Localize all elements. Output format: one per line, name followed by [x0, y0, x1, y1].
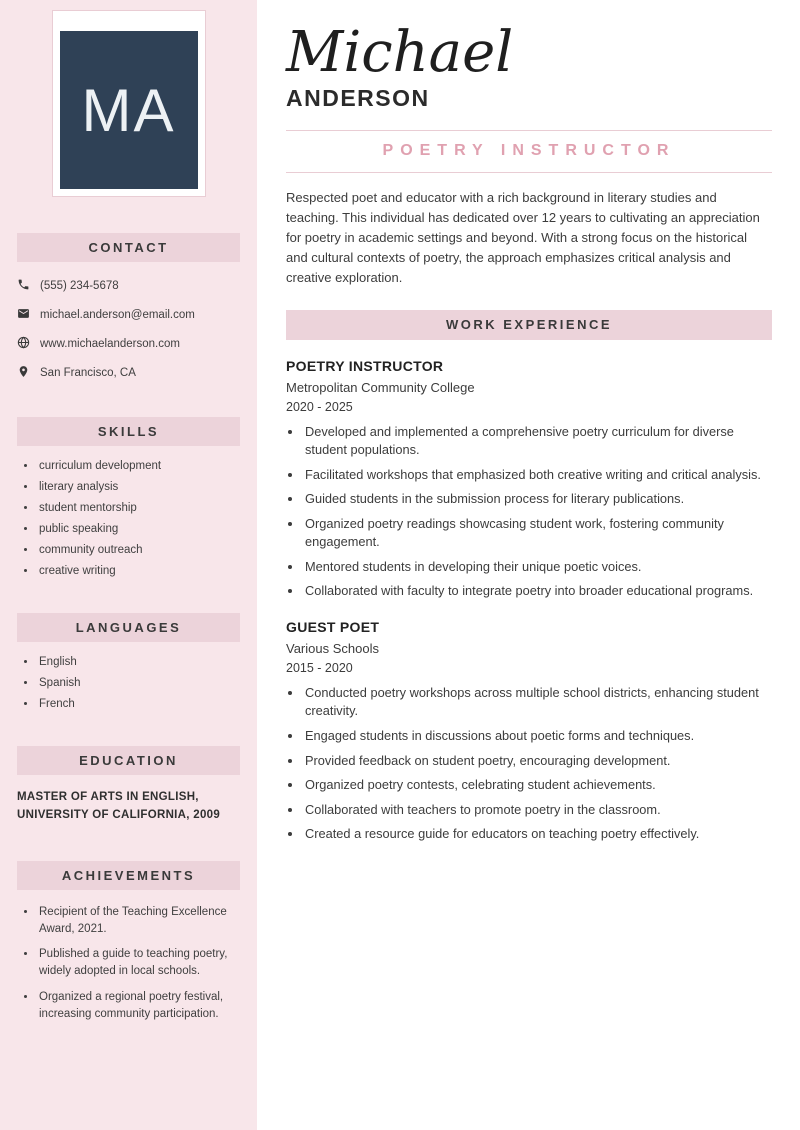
achievement-item: • Published a guide to teaching poetry, widely adopted in local schools.: [37, 946, 240, 981]
contact-website-text: www.michaelanderson.com: [40, 338, 180, 350]
location-icon: [17, 365, 30, 381]
email-icon: [17, 307, 30, 323]
job-bullet: • Engaged students in discussions about poetic forms and techniques.: [303, 727, 772, 746]
languages-list: [37, 656, 240, 710]
divider: [286, 172, 772, 173]
skills-list: [37, 460, 240, 577]
last-name: ANDERSON: [286, 84, 430, 111]
job-bullet: • Facilitated workshops that emphasized both creative writing and critical analysis.: [303, 466, 772, 485]
contact-item-phone: [17, 278, 240, 294]
job-bullet-list: [303, 423, 772, 601]
job-bullet: • Collaborated with faculty to integrate poetry into broader educational programs.: [303, 582, 772, 601]
avatar: [52, 10, 206, 197]
contact-section-header: CONTACT: [17, 233, 240, 262]
achievements-list: [37, 904, 240, 1024]
education-section-header: EDUCATION: [17, 746, 240, 775]
sidebar: [0, 0, 257, 1130]
job-bullet: • Organized poetry readings showcasing student work, fostering community engagement.: [303, 515, 772, 552]
job-bullet: • Organized poetry contests, celebrating student achievements.: [303, 776, 772, 795]
contact-location-text: San Francisco, CA: [40, 367, 136, 379]
job-entry: [286, 358, 772, 601]
job-bullet: • Guided students in the submission process for literary publications.: [303, 490, 772, 509]
avatar-monogram-box: [60, 31, 198, 189]
language-item: • French: [37, 698, 240, 710]
skill-item: • student mentorship: [37, 502, 240, 514]
skill-item: • public speaking: [37, 523, 240, 535]
job-organization: Metropolitan Community College: [286, 379, 475, 395]
job-title: POETRY INSTRUCTOR: [286, 357, 444, 374]
job-bullet-list: [303, 684, 772, 844]
achievement-item: • Recipient of the Teaching Excellence Award, 2021.: [37, 904, 240, 939]
page-title: POETRY INSTRUCTOR: [382, 141, 676, 159]
skill-item: • curriculum development: [37, 460, 240, 472]
job-bullet: • Developed and implemented a comprehensive poetry curriculum for diverse student populations.: [303, 423, 772, 460]
globe-icon: [17, 336, 30, 352]
contact-phone-text: (555) 234-5678: [40, 280, 119, 292]
job-bullet: • Mentored students in developing their unique poetic voices.: [303, 558, 772, 577]
job-entry: [286, 619, 772, 844]
profile-summary: Respected poet and educator with a rich background in literary studies and teaching. This individual has dedicated over 12 years to cultivating an appreciation for poetry in academic settings and beyond. With a strong focus on the historical and cultural contexts of poetry, the approach emphasizes critical analysis and creative exploration.: [286, 189, 760, 286]
work-experience-section-header: WORK EXPERIENCE: [286, 310, 772, 340]
languages-section-header: LANGUAGES: [17, 613, 240, 642]
phone-icon: [17, 278, 30, 294]
monogram-text: MA: [81, 76, 176, 144]
job-organization: Various Schools: [286, 640, 379, 656]
job-bullet: • Conducted poetry workshops across multiple school districts, enhancing student creativity.: [303, 684, 772, 721]
job-dates: 2020 - 2025: [286, 399, 353, 414]
main-content: [257, 0, 800, 1130]
education-text: MASTER OF ARTS IN ENGLISH, UNIVERSITY OF CALIFORNIA, 2009: [17, 791, 221, 821]
job-dates: 2015 - 2020: [286, 660, 353, 675]
achievement-item: • Organized a regional poetry festival, increasing community participation.: [37, 989, 240, 1024]
job-bullet: • Created a resource guide for educators on teaching poetry effectively.: [303, 825, 772, 844]
achievements-section-header: ACHIEVEMENTS: [17, 861, 240, 890]
contact-item-website: [17, 336, 240, 352]
language-item: • Spanish: [37, 677, 240, 689]
skill-item: • community outreach: [37, 544, 240, 556]
contact-list: [17, 278, 240, 381]
language-item: • English: [37, 656, 240, 668]
job-title: GUEST POET: [286, 618, 380, 635]
job-bullet: • Collaborated with teachers to promote poetry in the classroom.: [303, 801, 772, 820]
contact-email-text: michael.anderson@email.com: [40, 309, 195, 321]
skills-section-header: SKILLS: [17, 417, 240, 446]
contact-item-location: [17, 365, 240, 381]
job-bullet: • Provided feedback on student poetry, encouraging development.: [303, 752, 772, 771]
skill-item: • creative writing: [37, 565, 240, 577]
contact-item-email: [17, 307, 240, 323]
first-name: Michael: [286, 20, 514, 85]
skill-item: • literary analysis: [37, 481, 240, 493]
